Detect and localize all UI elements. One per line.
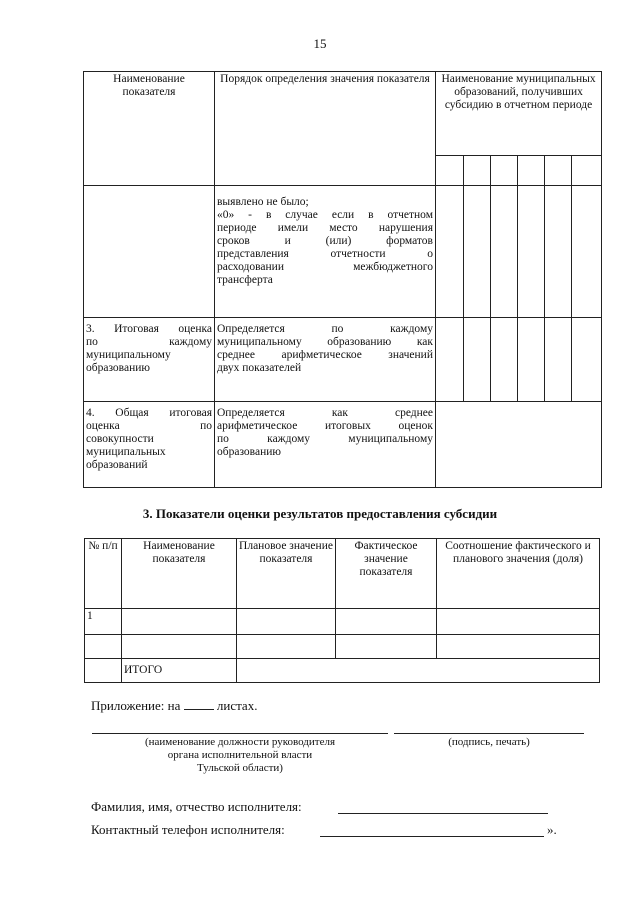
text-line: представления отчетности о bbox=[217, 248, 433, 260]
cell bbox=[122, 609, 237, 635]
text-line: муниципальному образованию как bbox=[217, 336, 433, 348]
appendix-suffix: листах. bbox=[216, 698, 258, 713]
cell bbox=[491, 186, 518, 318]
signature-line bbox=[394, 733, 584, 734]
row-procedure bbox=[215, 186, 436, 318]
cell bbox=[464, 318, 491, 402]
text-line: по каждому муниципальному bbox=[217, 433, 433, 445]
municipality-col bbox=[518, 156, 545, 186]
header-procedure: Порядок определения значения показателя bbox=[215, 72, 436, 186]
signature-caption: (подпись, печать) bbox=[448, 736, 530, 748]
position-caption bbox=[92, 736, 388, 775]
table-row bbox=[85, 635, 600, 659]
text-line: образованию bbox=[217, 446, 281, 458]
text-line: двух показателей bbox=[217, 362, 302, 374]
municipality-col bbox=[572, 156, 602, 186]
municipality-col bbox=[436, 156, 464, 186]
page-number: 15 bbox=[313, 36, 327, 51]
text-line: муниципальных bbox=[86, 446, 166, 458]
text-line: образованию bbox=[86, 362, 150, 374]
text-line: трансферта bbox=[217, 274, 273, 286]
text-line: выявлено не было; bbox=[217, 196, 309, 208]
text-line: периоде имели место нарушения bbox=[217, 222, 433, 234]
merged-cell bbox=[436, 402, 602, 488]
executor-phone-blank bbox=[320, 836, 544, 837]
header-actual: Фактическое значение показателя bbox=[336, 539, 437, 609]
executor-name-blank bbox=[338, 813, 548, 814]
cell bbox=[436, 318, 464, 402]
header-municipalities: Наименование муниципальных образований, получивших субсидию в отчетном периоде bbox=[436, 72, 602, 156]
text-line: 3. Итоговая оценка bbox=[86, 323, 212, 335]
cell bbox=[237, 609, 336, 635]
executor-name-label: Фамилия, имя, отчество исполнителя: bbox=[91, 799, 302, 814]
section-title: 3. Показатели оценки результатов предоставления субсидии bbox=[142, 506, 498, 521]
closing-quote: ». bbox=[547, 822, 557, 837]
cell bbox=[85, 635, 122, 659]
results-table bbox=[84, 538, 600, 683]
executor-phone-label: Контактный телефон исполнителя: bbox=[91, 822, 285, 837]
appendix-blank bbox=[184, 697, 214, 710]
municipality-col bbox=[545, 156, 572, 186]
position-line bbox=[92, 733, 388, 734]
cell bbox=[437, 609, 600, 635]
evaluation-criteria-table bbox=[83, 71, 602, 488]
row-name bbox=[84, 402, 215, 488]
row-name-empty bbox=[84, 186, 215, 318]
text-line: арифметическое итоговых оценок bbox=[217, 420, 433, 432]
cell bbox=[491, 318, 518, 402]
caption-line: (наименование должности руководителя bbox=[144, 736, 336, 748]
merged-cell bbox=[237, 659, 600, 683]
cell bbox=[436, 186, 464, 318]
text-line: оценка по bbox=[86, 420, 212, 432]
header-ratio: Соотношение фактического и планового значения (доля) bbox=[437, 539, 600, 609]
row-procedure bbox=[215, 402, 436, 488]
cell bbox=[336, 609, 437, 635]
executor-phone-row bbox=[91, 822, 285, 838]
text-line: среднее арифметическое значений bbox=[217, 349, 433, 361]
cell bbox=[336, 635, 437, 659]
cell: 1 bbox=[85, 609, 122, 635]
executor-name-row bbox=[91, 799, 302, 815]
text-line: Определяется по каждому bbox=[217, 323, 433, 335]
text-line: сроков и (или) форматов bbox=[217, 235, 433, 247]
text-line: Определяется как среднее bbox=[217, 407, 433, 419]
header-number: № п/п bbox=[85, 539, 122, 609]
municipality-col bbox=[464, 156, 491, 186]
appendix-prefix: Приложение: на bbox=[91, 698, 181, 713]
caption-line: органа исполнительной власти bbox=[167, 749, 313, 761]
table-row bbox=[84, 186, 602, 318]
header-indicator-name: Наименование показателя bbox=[84, 72, 215, 186]
text-line: муниципальному bbox=[86, 349, 171, 361]
caption-line: Тульской области) bbox=[197, 762, 283, 774]
total-row bbox=[85, 659, 600, 683]
appendix-line bbox=[91, 697, 257, 714]
text-line: по каждому bbox=[86, 336, 212, 348]
text-line: совокупности bbox=[86, 433, 154, 445]
municipality-col bbox=[491, 156, 518, 186]
text-line: образований bbox=[86, 459, 148, 471]
cell bbox=[464, 186, 491, 318]
cell bbox=[122, 635, 237, 659]
text-line: 4. Общая итоговая bbox=[86, 407, 212, 419]
header-planned: Плановое значение показателя bbox=[237, 539, 336, 609]
text-line: расходовании межбюджетного bbox=[217, 261, 433, 273]
text-line: «0» - в случае если в отчетном bbox=[217, 209, 433, 221]
cell bbox=[437, 635, 600, 659]
cell bbox=[572, 186, 602, 318]
header-indicator: Наименование показателя bbox=[122, 539, 237, 609]
table-row bbox=[84, 402, 602, 488]
cell bbox=[545, 186, 572, 318]
cell bbox=[518, 318, 545, 402]
cell bbox=[518, 186, 545, 318]
cell bbox=[85, 659, 122, 683]
row-procedure bbox=[215, 318, 436, 402]
table-row bbox=[85, 609, 600, 635]
cell bbox=[545, 318, 572, 402]
table-row bbox=[84, 318, 602, 402]
row-name bbox=[84, 318, 215, 402]
cell bbox=[237, 635, 336, 659]
total-label: ИТОГО bbox=[122, 659, 237, 683]
cell bbox=[572, 318, 602, 402]
